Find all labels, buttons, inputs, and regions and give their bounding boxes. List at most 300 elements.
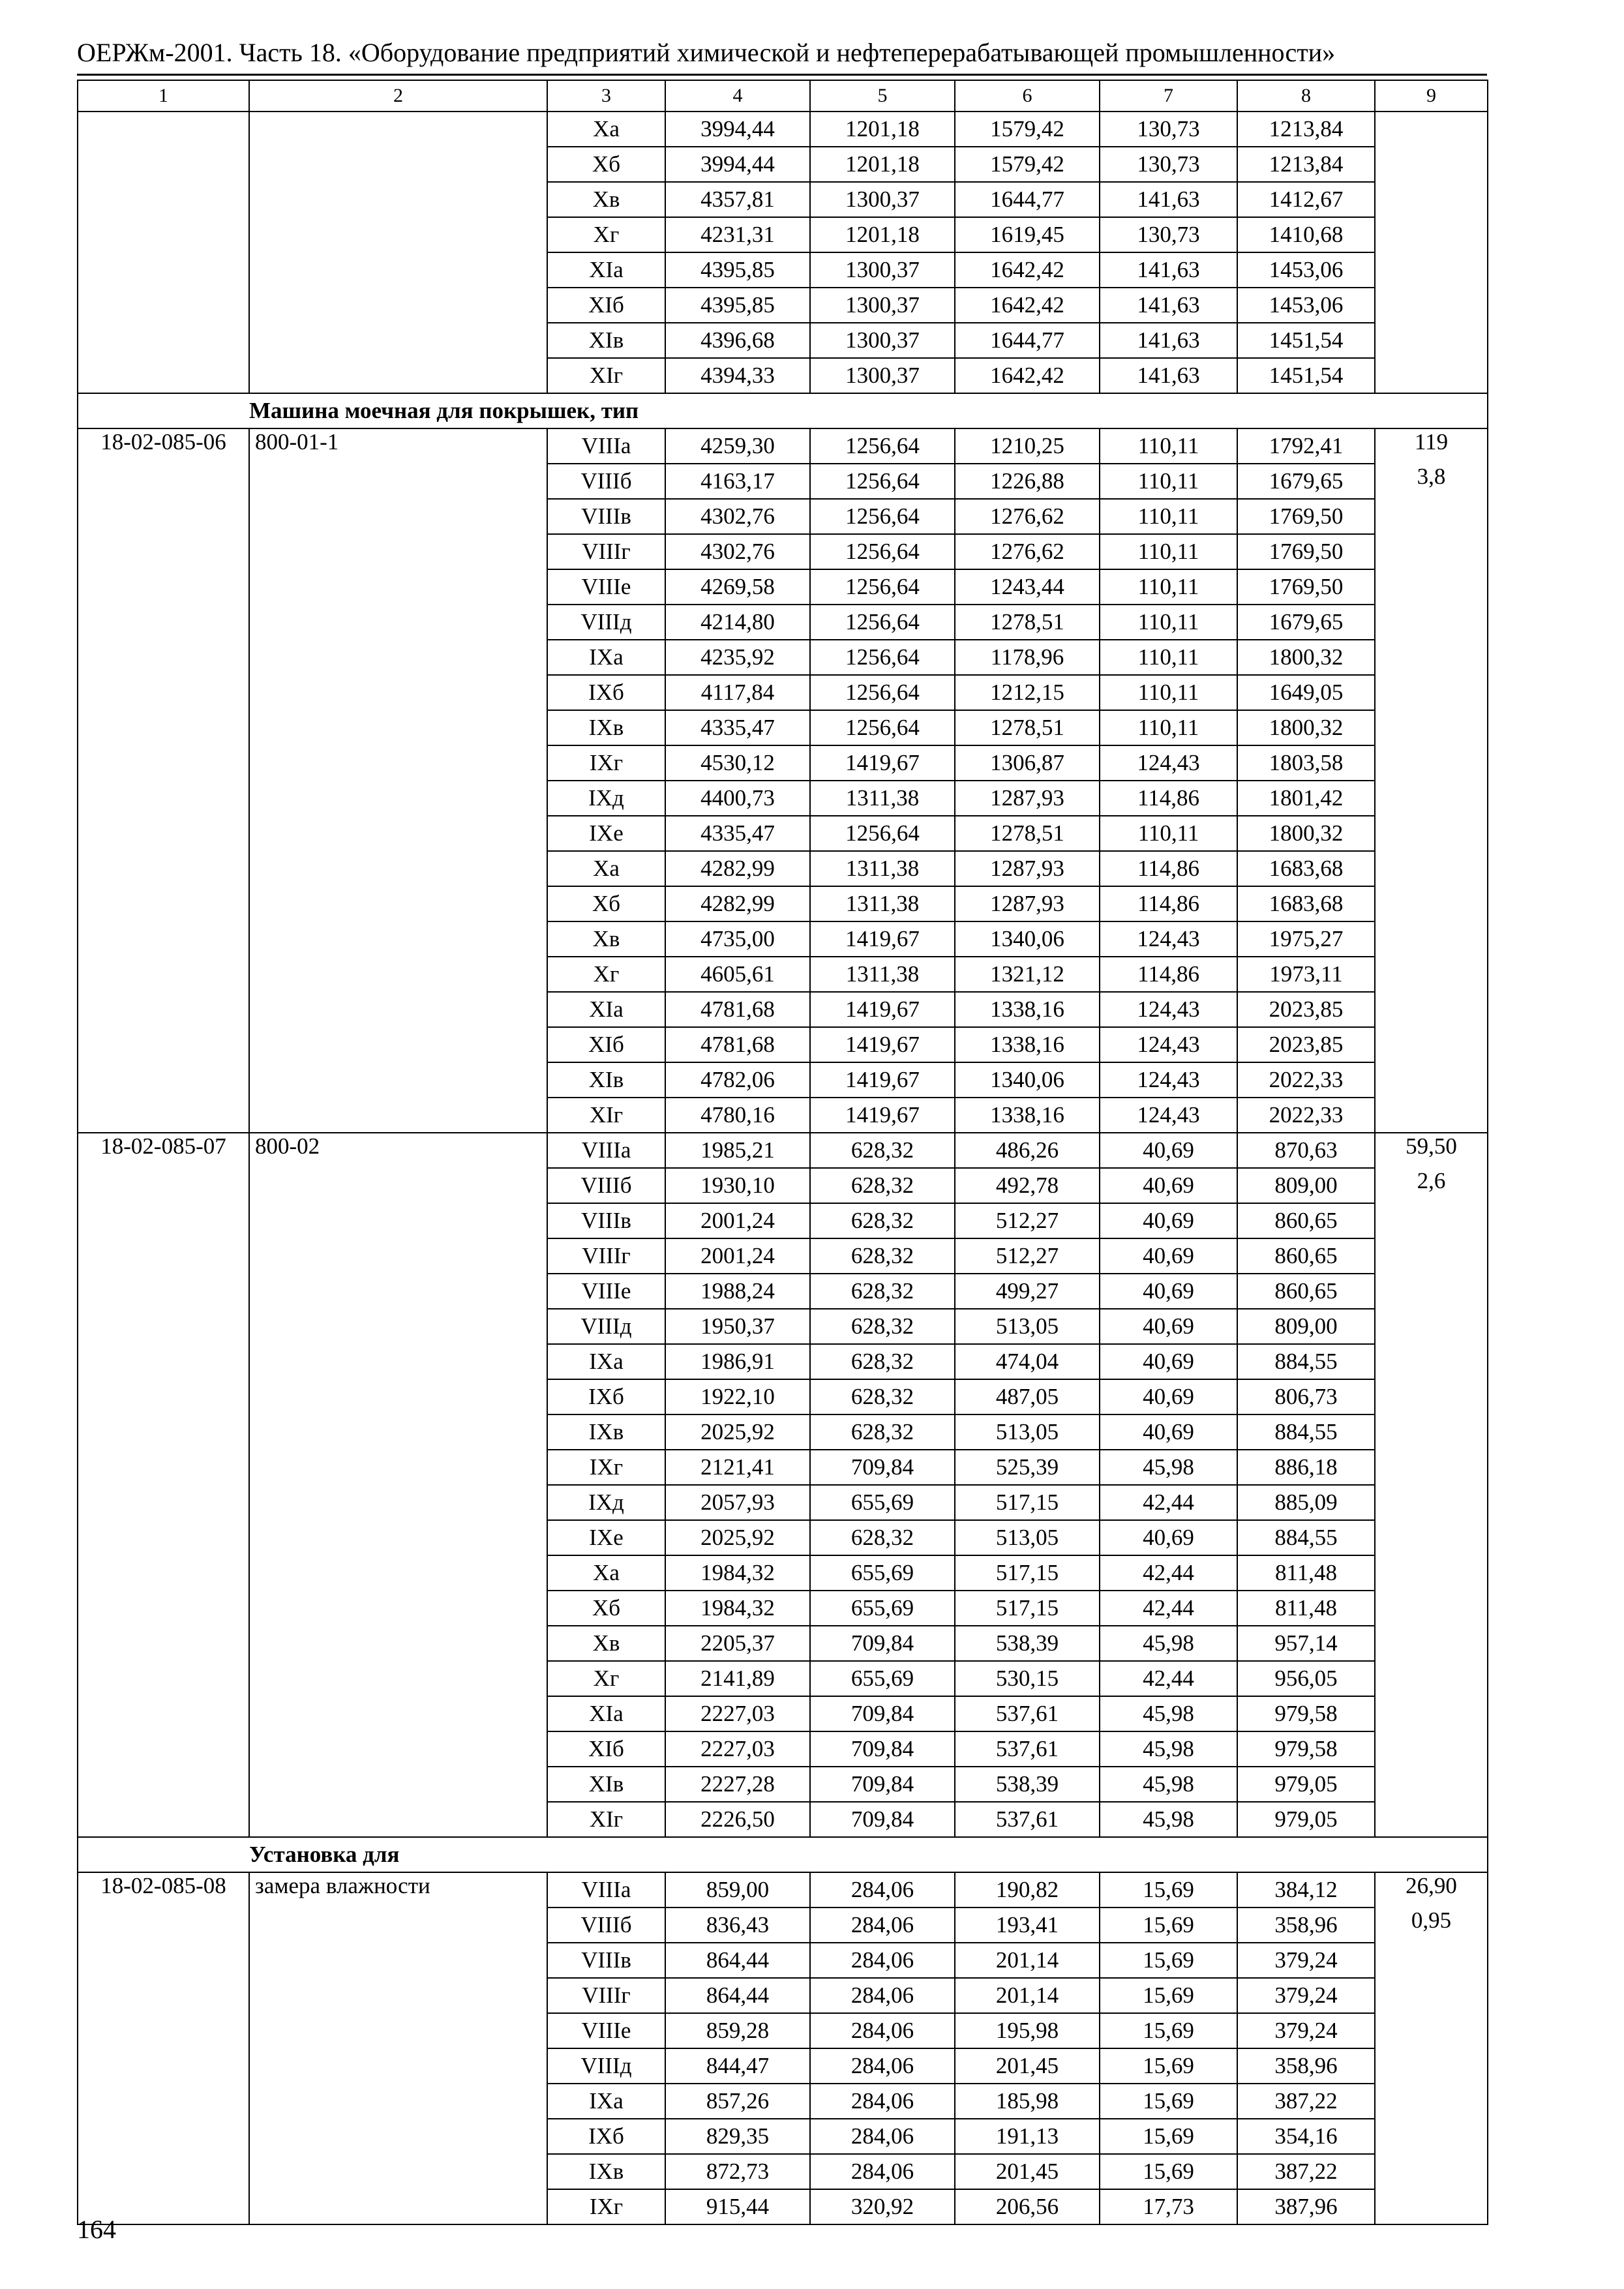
labor-cost-cell [1375, 1661, 1488, 1696]
value-cell: 1419,67 [810, 1098, 955, 1133]
value-cell: Xб [547, 1591, 665, 1626]
rate-code-cell [78, 957, 249, 992]
value-cell: 872,73 [665, 2154, 810, 2189]
value-cell: 15,69 [1100, 2119, 1237, 2154]
table-row [78, 1802, 1488, 1837]
value-cell: 114,86 [1100, 851, 1237, 886]
value-cell: 40,69 [1100, 1520, 1237, 1555]
table-row [78, 1943, 1488, 1978]
value-cell: 110,11 [1100, 499, 1237, 534]
value-cell: 1256,64 [810, 605, 955, 640]
labor-cost-cell [1375, 745, 1488, 781]
rate-code-cell [78, 1450, 249, 1485]
labor-cost-cell [1375, 1802, 1488, 1837]
value-cell: 884,55 [1237, 1344, 1375, 1379]
rate-code-cell [78, 2048, 249, 2084]
value-cell: IXг [547, 1450, 665, 1485]
column-number-cell: 3 [547, 80, 665, 112]
value-cell: 1649,05 [1237, 675, 1375, 710]
labor-cost-cell [1375, 1309, 1488, 1344]
value-cell: 206,56 [955, 2189, 1100, 2224]
value-cell: 628,32 [810, 1274, 955, 1309]
table-row [78, 2189, 1488, 2224]
value-cell: 4282,99 [665, 851, 810, 886]
value-cell: 4302,76 [665, 534, 810, 569]
equipment-name-cell [249, 1626, 547, 1661]
labor-cost-cell [1375, 323, 1488, 358]
labor-cost-cell [1375, 112, 1488, 147]
value-cell: 15,69 [1100, 1872, 1237, 1908]
rate-code-cell [78, 1238, 249, 1274]
section-title: Машина моечная для покрышек, тип [249, 393, 1488, 428]
equipment-name-cell [249, 288, 547, 323]
table-row [78, 1696, 1488, 1731]
value-cell: VIIIв [547, 1943, 665, 1978]
value-cell: 628,32 [810, 1203, 955, 1238]
value-cell: 811,48 [1237, 1555, 1375, 1591]
value-cell: 1644,77 [955, 182, 1100, 217]
value-cell: 1644,77 [955, 323, 1100, 358]
value-cell: 1679,65 [1237, 605, 1375, 640]
labor-cost-cell [1375, 2048, 1488, 2084]
equipment-name-cell [249, 2154, 547, 2189]
value-cell: VIIIд [547, 605, 665, 640]
value-cell: XIв [547, 1062, 665, 1098]
value-cell: VIIIб [547, 464, 665, 499]
value-cell: 1311,38 [810, 886, 955, 921]
table-row [78, 781, 1488, 816]
value-cell: 860,65 [1237, 1238, 1375, 1274]
value-cell: 1340,06 [955, 921, 1100, 957]
rate-code-cell [78, 1274, 249, 1309]
value-cell: 1287,93 [955, 851, 1100, 886]
value-cell: 185,98 [955, 2084, 1100, 2119]
equipment-name-cell [249, 499, 547, 534]
table-row [78, 1450, 1488, 1485]
value-cell: 2141,89 [665, 1661, 810, 1696]
value-cell: IXв [547, 710, 665, 745]
value-cell: 537,61 [955, 1802, 1100, 1837]
value-cell: VIIIб [547, 1168, 665, 1203]
table-row [78, 464, 1488, 499]
rate-code-cell [78, 1943, 249, 1978]
equipment-name-cell [249, 323, 547, 358]
value-cell: VIIIв [547, 499, 665, 534]
value-cell: 1642,42 [955, 288, 1100, 323]
value-cell: 40,69 [1100, 1274, 1237, 1309]
value-cell: 387,96 [1237, 2189, 1375, 2224]
value-cell: 1419,67 [810, 1062, 955, 1098]
value-cell: 1276,62 [955, 499, 1100, 534]
value-cell: XIa [547, 1696, 665, 1731]
value-cell: 114,86 [1100, 886, 1237, 921]
value-cell: 1642,42 [955, 358, 1100, 393]
table-row [78, 1274, 1488, 1309]
value-cell: 1276,62 [955, 534, 1100, 569]
value-cell: 628,32 [810, 1168, 955, 1203]
table-row [78, 1908, 1488, 1943]
value-cell: 2205,37 [665, 1626, 810, 1661]
value-cell: 1212,15 [955, 675, 1100, 710]
value-cell: 915,44 [665, 2189, 810, 2224]
rate-code-cell [78, 1098, 249, 1133]
table-row [78, 605, 1488, 640]
equipment-name-cell [249, 1238, 547, 1274]
value-cell: 1338,16 [955, 992, 1100, 1027]
labor-cost-cell: 3,8 [1375, 464, 1488, 499]
value-cell: 1683,68 [1237, 886, 1375, 921]
value-cell: 1988,24 [665, 1274, 810, 1309]
rate-code-cell [78, 499, 249, 534]
value-cell: 4395,85 [665, 252, 810, 288]
labor-cost-cell [1375, 1062, 1488, 1098]
table-row [78, 1731, 1488, 1767]
value-cell: 811,48 [1237, 1591, 1375, 1626]
equipment-name-cell [249, 1802, 547, 1837]
labor-cost-cell [1375, 886, 1488, 921]
rate-code-cell [78, 921, 249, 957]
table-row [78, 745, 1488, 781]
equipment-name-cell [249, 1450, 547, 1485]
value-cell: IXa [547, 640, 665, 675]
value-cell: 1300,37 [810, 288, 955, 323]
value-cell: 1321,12 [955, 957, 1100, 992]
value-cell: 486,26 [955, 1133, 1100, 1168]
value-cell: 1340,06 [955, 1062, 1100, 1098]
value-cell: 1256,64 [810, 640, 955, 675]
value-cell: 709,84 [810, 1731, 955, 1767]
equipment-name-cell [249, 1696, 547, 1731]
rate-code-cell [78, 1062, 249, 1098]
value-cell: Xв [547, 1626, 665, 1661]
value-cell: 387,22 [1237, 2084, 1375, 2119]
value-cell: 15,69 [1100, 1943, 1237, 1978]
column-number-cell: 8 [1237, 80, 1375, 112]
rate-code-cell [78, 323, 249, 358]
value-cell: 1300,37 [810, 323, 955, 358]
value-cell: IXд [547, 781, 665, 816]
table-row [78, 252, 1488, 288]
value-cell: 979,58 [1237, 1696, 1375, 1731]
rate-code-cell [78, 288, 249, 323]
value-cell: 1300,37 [810, 182, 955, 217]
labor-cost-cell [1375, 1098, 1488, 1133]
equipment-name-cell [249, 2084, 547, 2119]
section-title: Установка для [249, 1837, 1488, 1872]
page-number: 164 [77, 2215, 116, 2244]
value-cell: 2023,85 [1237, 992, 1375, 1027]
value-cell: 860,65 [1237, 1274, 1375, 1309]
equipment-name-cell [249, 1344, 547, 1379]
value-cell: 538,39 [955, 1626, 1100, 1661]
rate-code-cell [78, 1555, 249, 1591]
table-row [78, 2013, 1488, 2048]
column-number-cell: 1 [78, 80, 249, 112]
rate-code-cell: 18-02-085-08 [78, 1872, 249, 1908]
equipment-name-cell [249, 217, 547, 252]
value-cell: 1973,11 [1237, 957, 1375, 992]
value-cell: 1338,16 [955, 1098, 1100, 1133]
table-row [78, 1414, 1488, 1450]
value-cell: XIб [547, 1027, 665, 1062]
table-row [78, 1344, 1488, 1379]
value-cell: 124,43 [1100, 921, 1237, 957]
value-cell: 1210,25 [955, 428, 1100, 464]
value-cell: 2057,93 [665, 1485, 810, 1520]
value-cell: 2227,03 [665, 1696, 810, 1731]
equipment-name-cell [249, 1168, 547, 1203]
labor-cost-cell [1375, 1238, 1488, 1274]
value-cell: Xa [547, 112, 665, 147]
value-cell: 384,12 [1237, 1872, 1375, 1908]
value-cell: IXe [547, 816, 665, 851]
value-cell: 195,98 [955, 2013, 1100, 2048]
equipment-name-cell [249, 569, 547, 605]
price-table [77, 80, 1488, 2225]
table-row [78, 217, 1488, 252]
value-cell: 2227,03 [665, 1731, 810, 1767]
value-cell: 284,06 [810, 2119, 955, 2154]
labor-cost-cell [1375, 957, 1488, 992]
rate-code-cell [78, 675, 249, 710]
value-cell: 4231,31 [665, 217, 810, 252]
section-title-spacer [78, 1837, 249, 1872]
value-cell: 110,11 [1100, 464, 1237, 499]
value-cell: 110,11 [1100, 675, 1237, 710]
price-table-container [77, 80, 1487, 2225]
value-cell: XIa [547, 252, 665, 288]
value-cell: 4395,85 [665, 288, 810, 323]
value-cell: 379,24 [1237, 2013, 1375, 2048]
labor-cost-cell [1375, 2154, 1488, 2189]
value-cell: 2023,85 [1237, 1027, 1375, 1062]
value-cell: 110,11 [1100, 816, 1237, 851]
value-cell: 1338,16 [955, 1027, 1100, 1062]
value-cell: 2022,33 [1237, 1098, 1375, 1133]
value-cell: 354,16 [1237, 2119, 1375, 2154]
value-cell: 537,61 [955, 1731, 1100, 1767]
value-cell: 1619,45 [955, 217, 1100, 252]
value-cell: XIв [547, 1767, 665, 1802]
value-cell: 1769,50 [1237, 499, 1375, 534]
labor-cost-cell [1375, 1274, 1488, 1309]
labor-cost-cell [1375, 1696, 1488, 1731]
equipment-name-cell [249, 1027, 547, 1062]
column-number-cell: 7 [1100, 80, 1237, 112]
value-cell: 40,69 [1100, 1168, 1237, 1203]
labor-cost-cell [1375, 288, 1488, 323]
value-cell: IXa [547, 2084, 665, 2119]
value-cell: 1419,67 [810, 1027, 955, 1062]
value-cell: 1451,54 [1237, 323, 1375, 358]
table-row [78, 534, 1488, 569]
value-cell: VIIIг [547, 1978, 665, 2013]
value-cell: 1800,32 [1237, 640, 1375, 675]
value-cell: 2227,28 [665, 1767, 810, 1802]
value-cell: 1986,91 [665, 1344, 810, 1379]
rate-code-cell [78, 992, 249, 1027]
value-cell: 40,69 [1100, 1238, 1237, 1274]
value-cell: 1451,54 [1237, 358, 1375, 393]
value-cell: IXб [547, 1379, 665, 1414]
table-row [78, 112, 1488, 147]
table-row [78, 1661, 1488, 1696]
value-cell: 1985,21 [665, 1133, 810, 1168]
equipment-name-cell [249, 921, 547, 957]
rate-code-cell [78, 1520, 249, 1555]
rate-code-cell: 18-02-085-06 [78, 428, 249, 464]
value-cell: XIг [547, 358, 665, 393]
value-cell: 379,24 [1237, 1943, 1375, 1978]
value-cell: 979,05 [1237, 1802, 1375, 1837]
value-cell: 320,92 [810, 2189, 955, 2224]
equipment-name-cell [249, 1978, 547, 2013]
value-cell: 709,84 [810, 1767, 955, 1802]
value-cell: 530,15 [955, 1661, 1100, 1696]
table-row [78, 1133, 1488, 1168]
value-cell: 40,69 [1100, 1344, 1237, 1379]
equipment-name-cell [249, 1591, 547, 1626]
labor-cost-cell [1375, 781, 1488, 816]
labor-cost-cell: 0,95 [1375, 1908, 1488, 1943]
value-cell: 130,73 [1100, 112, 1237, 147]
value-cell: IXд [547, 1485, 665, 1520]
value-cell: 1579,42 [955, 112, 1100, 147]
equipment-name-cell [249, 464, 547, 499]
value-cell: 956,05 [1237, 1661, 1375, 1696]
value-cell: 40,69 [1100, 1379, 1237, 1414]
value-cell: Xa [547, 851, 665, 886]
equipment-name-cell [249, 2189, 547, 2224]
equipment-name-cell [249, 710, 547, 745]
value-cell: IXв [547, 2154, 665, 2189]
value-cell: IXe [547, 1520, 665, 1555]
value-cell: 1213,84 [1237, 112, 1375, 147]
value-cell: 1278,51 [955, 816, 1100, 851]
value-cell: 379,24 [1237, 1978, 1375, 2013]
equipment-name-cell: 800-01-1 [249, 428, 547, 464]
value-cell: XIг [547, 1098, 665, 1133]
table-row [78, 569, 1488, 605]
table-row [78, 1591, 1488, 1626]
labor-cost-cell: 26,90 [1375, 1872, 1488, 1908]
value-cell: Xa [547, 1555, 665, 1591]
value-cell: 487,05 [955, 1379, 1100, 1414]
value-cell: 110,11 [1100, 640, 1237, 675]
rate-code-cell [78, 1696, 249, 1731]
labor-cost-cell [1375, 182, 1488, 217]
value-cell: 1256,64 [810, 675, 955, 710]
labor-cost-cell [1375, 816, 1488, 851]
rate-code-cell [78, 2119, 249, 2154]
value-cell: 1278,51 [955, 710, 1100, 745]
table-row [78, 1203, 1488, 1238]
rate-code-cell [78, 217, 249, 252]
value-cell: 517,15 [955, 1555, 1100, 1591]
equipment-name-cell [249, 1203, 547, 1238]
value-cell: 4259,30 [665, 428, 810, 464]
value-cell: 4335,47 [665, 710, 810, 745]
value-cell: 859,28 [665, 2013, 810, 2048]
labor-cost-cell [1375, 710, 1488, 745]
value-cell: 42,44 [1100, 1591, 1237, 1626]
value-cell: 15,69 [1100, 1978, 1237, 2013]
header-rule [77, 74, 1487, 76]
value-cell: 1201,18 [810, 112, 955, 147]
value-cell: 885,09 [1237, 1485, 1375, 1520]
value-cell: 4396,68 [665, 323, 810, 358]
table-row [78, 816, 1488, 851]
value-cell: 4282,99 [665, 886, 810, 921]
equipment-name-cell [249, 534, 547, 569]
labor-cost-cell: 119 [1375, 428, 1488, 464]
value-cell: 4163,17 [665, 464, 810, 499]
value-cell: 1453,06 [1237, 288, 1375, 323]
value-cell: 513,05 [955, 1520, 1100, 1555]
table-row [78, 1520, 1488, 1555]
value-cell: 829,35 [665, 2119, 810, 2154]
labor-cost-cell [1375, 1414, 1488, 1450]
value-cell: 124,43 [1100, 1062, 1237, 1098]
value-cell: 1256,64 [810, 499, 955, 534]
value-cell: 4357,81 [665, 182, 810, 217]
value-cell: 859,00 [665, 1872, 810, 1908]
value-cell: 45,98 [1100, 1767, 1237, 1802]
labor-cost-cell [1375, 1978, 1488, 2013]
labor-cost-cell [1375, 1485, 1488, 1520]
labor-cost-cell [1375, 851, 1488, 886]
value-cell: 1769,50 [1237, 569, 1375, 605]
table-row [78, 2154, 1488, 2189]
value-cell: 4605,61 [665, 957, 810, 992]
value-cell: 1453,06 [1237, 252, 1375, 288]
price-table-body [78, 80, 1488, 2224]
value-cell: IXб [547, 2119, 665, 2154]
value-cell: 1412,67 [1237, 182, 1375, 217]
value-cell: 513,05 [955, 1414, 1100, 1450]
value-cell: 2226,50 [665, 1802, 810, 1837]
labor-cost-cell [1375, 1520, 1488, 1555]
value-cell: 864,44 [665, 1943, 810, 1978]
value-cell: 4235,92 [665, 640, 810, 675]
equipment-name-cell [249, 851, 547, 886]
labor-cost-cell [1375, 921, 1488, 957]
equipment-name-cell [249, 1943, 547, 1978]
labor-cost-cell [1375, 499, 1488, 534]
equipment-name-cell [249, 1274, 547, 1309]
rate-code-cell [78, 358, 249, 393]
value-cell: 2022,33 [1237, 1062, 1375, 1098]
equipment-name-cell [249, 957, 547, 992]
equipment-name-cell [249, 2013, 547, 2048]
labor-cost-cell [1375, 1450, 1488, 1485]
labor-cost-cell [1375, 569, 1488, 605]
value-cell: 284,06 [810, 1943, 955, 1978]
value-cell: VIIIe [547, 1274, 665, 1309]
rate-code-cell [78, 1414, 249, 1450]
value-cell: 628,32 [810, 1133, 955, 1168]
section-title-row [78, 393, 1488, 428]
value-cell: 492,78 [955, 1168, 1100, 1203]
value-cell: 806,73 [1237, 1379, 1375, 1414]
value-cell: 1803,58 [1237, 745, 1375, 781]
table-row [78, 1309, 1488, 1344]
equipment-name-cell: замера влажности [249, 1872, 547, 1908]
value-cell: Xб [547, 886, 665, 921]
value-cell: 1984,32 [665, 1555, 810, 1591]
value-cell: 809,00 [1237, 1168, 1375, 1203]
value-cell: 141,63 [1100, 323, 1237, 358]
